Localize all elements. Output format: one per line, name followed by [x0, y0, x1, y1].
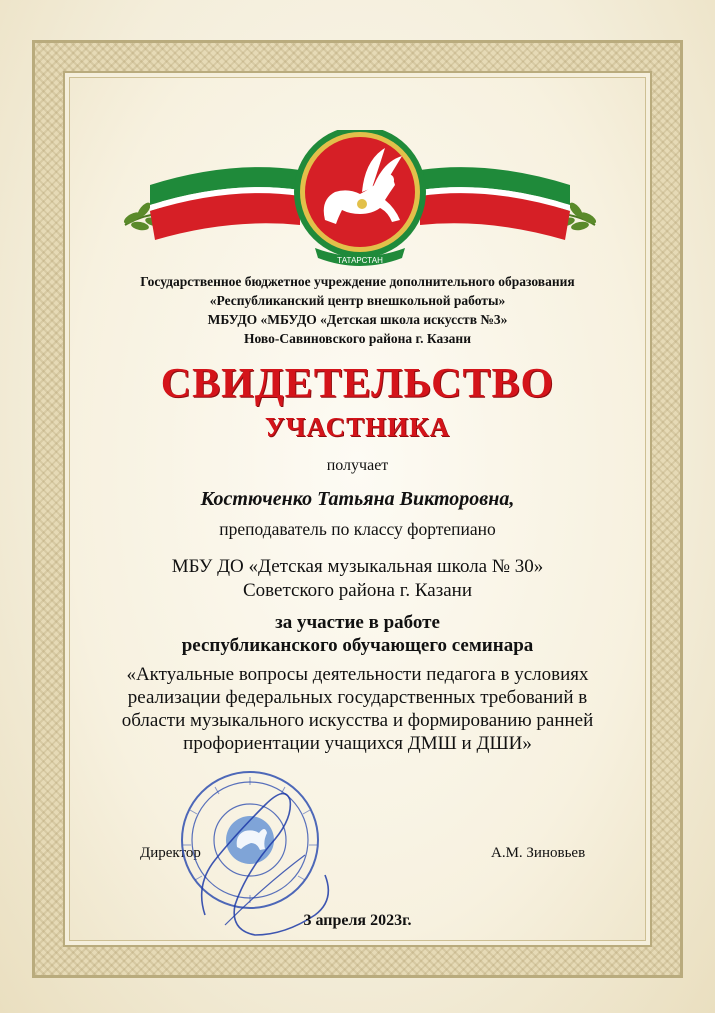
director-label: Директор — [140, 845, 201, 861]
seminar-line: «Актуальные вопросы деятельности педагога в условиях — [126, 664, 589, 685]
organization-line: Ново-Савиновского района г. Казани — [244, 331, 471, 346]
recipient-position: преподаватель по классу фортепиано — [219, 519, 496, 539]
seminar-line: области музыкального искусства и формированию ранней — [121, 710, 594, 731]
seminar-line: реализации федеральных государственных требований в — [127, 687, 588, 708]
organization-line: «Республиканский центр внешкольной работы» — [209, 293, 506, 308]
school-line: Советского района г. Казани — [242, 580, 472, 601]
recipient-school — [0, 555, 715, 603]
seminar-line: профориентации учащихся ДМШ и ДШИ» — [183, 733, 532, 754]
receives-text: получает — [326, 457, 389, 474]
organization-line: Государственное бюджетное учреждение дополнительного образования — [140, 274, 575, 289]
participation-text — [0, 611, 715, 657]
director-name: А.М. Зиновьев — [491, 845, 586, 861]
participation-line: за участие в работе — [275, 612, 440, 633]
recipient-name: Костюченко Татьяна Викторовна, — [200, 488, 515, 510]
certificate-title: СВИДЕТЕЛЬСТВО — [160, 361, 555, 407]
participation-line: республиканского обучающего семинара — [181, 635, 534, 656]
school-line: МБУ ДО «Детская музыкальная школа № 30» — [171, 556, 544, 577]
tatarstan-emblem-icon — [110, 130, 610, 290]
issue-date: 3 апреля 2023г. — [303, 912, 412, 929]
emblem-ribbon-text: ТАТАРСТАН — [337, 256, 383, 265]
organization-line: МБУДО «МБУДО «Детская школа искусств №3» — [207, 312, 508, 327]
certificate-subtitle: УЧАСТНИКА — [264, 412, 451, 442]
seminar-title — [70, 663, 645, 755]
organization-block — [0, 272, 715, 348]
